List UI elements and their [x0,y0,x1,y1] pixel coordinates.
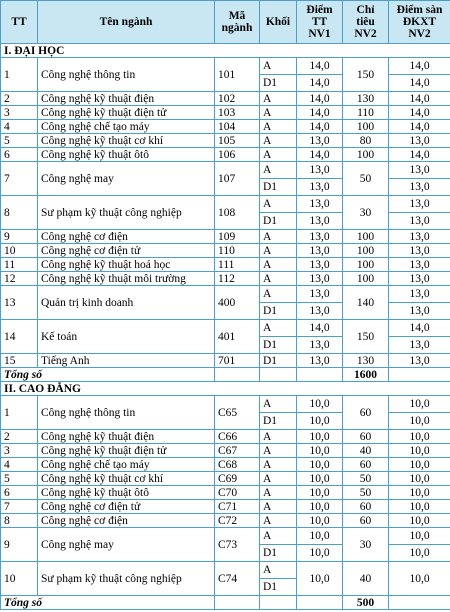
cell-score-floor: 13,0 [389,258,450,272]
header-score-tt: Điểm TT NV1 [297,1,343,44]
cell-major-name: Công nghệ cơ điện [38,514,215,528]
header-name: Tên ngành [38,1,215,44]
cell-block: A [260,258,297,272]
cell-score-tt: 10,0 [297,396,343,413]
cell-major-name: Kế toán [38,320,215,354]
cell-tt: 14 [1,320,38,354]
table-row [1,472,450,486]
cell-block: D1 [260,545,297,562]
cell-block: A [260,444,297,458]
cell-tt: 12 [1,272,38,286]
cell-score-floor: 13,0 [389,162,450,179]
cell-major-code: 701 [215,354,260,368]
cell-tt: 3 [1,106,38,120]
cell-score-floor: 10,0 [389,458,450,472]
section-row [1,382,450,396]
cell-major-name: Công nghệ kỹ thuật ôtô [38,486,215,500]
cell-tt: 10 [1,244,38,258]
cell-tt: 3 [1,444,38,458]
total-row [1,596,450,610]
cell-major-name: Công nghệ kỹ thuật điện [38,430,215,444]
cell-major-code: 401 [215,320,260,354]
cell-score-floor: 13,0 [389,179,450,196]
cell-tt: 5 [1,134,38,148]
cell-quota: 130 [343,354,389,368]
cell-score-tt: 10,0 [297,413,343,430]
cell-major-name: Công nghệ kỹ thuật cơ khí [38,472,215,486]
table-row [1,92,450,106]
cell-block: A [260,430,297,444]
cell-major-code: C72 [215,514,260,528]
cell-tt: 7 [1,500,38,514]
cell-score-tt: 14,0 [297,106,343,120]
cell-quota: 30 [343,196,389,230]
cell-block: A [260,148,297,162]
cell-score-tt: 13,0 [297,213,343,230]
cell-score-floor: 14,0 [389,120,450,134]
table-row [1,396,450,413]
section-row [1,44,450,58]
cell-major-code: C65 [215,396,260,430]
cell-tt: 6 [1,486,38,500]
cell-major-name: Sư phạm kỹ thuật công nghiệp [38,196,215,230]
cell-major-code: C73 [215,528,260,562]
table-row [1,286,450,303]
table-row [1,196,450,213]
cell-score-tt: 13,0 [297,134,343,148]
cell-major-name: Công nghệ cơ điện tử [38,244,215,258]
cell-major-code: 102 [215,92,260,106]
cell-score-tt: 14,0 [297,320,343,337]
cell-major-code: 103 [215,106,260,120]
total-value: 1600 [343,368,389,382]
table-row [1,120,450,134]
cell-block: A [260,58,297,75]
cell-major-name: Công nghệ thông tin [38,396,215,430]
cell-major-code: 105 [215,134,260,148]
cell-score-floor: 14,0 [389,320,450,337]
cell-major-name: Quản trị kinh doanh [38,286,215,320]
cell-major-code: C71 [215,500,260,514]
cell-score-floor: 13,0 [389,196,450,213]
cell-score-floor: 13,0 [389,337,450,354]
cell-tt: 8 [1,514,38,528]
cell-score-tt: 10,0 [297,486,343,500]
section-title: II. CAO ĐẲNG [1,382,450,396]
cell-block: D1 [260,179,297,196]
cell-score-floor: 10,0 [389,472,450,486]
table-row [1,230,450,244]
cell-quota: 100 [343,272,389,286]
cell-score-floor: 10,0 [389,486,450,500]
table-row [1,562,450,579]
cell-score-tt: 10,0 [297,430,343,444]
cell-major-code: 111 [215,258,260,272]
cell-score-tt: 14,0 [297,92,343,106]
cell-quota: 150 [343,320,389,354]
cell-block: A [260,106,297,120]
cell-tt: 9 [1,528,38,562]
cell-score-tt: 10,0 [297,545,343,562]
cell-quota: 60 [343,458,389,472]
cell-major-name: Công nghệ kỹ thuật ôtô [38,148,215,162]
cell-score-tt: 14,0 [297,75,343,92]
cell-major-code: C66 [215,430,260,444]
cell-major-name: Công nghệ kỹ thuật điện [38,92,215,106]
cell-tt: 13 [1,286,38,320]
cell-major-code: 101 [215,58,260,92]
cell-block: D1 [260,75,297,92]
empty-cell [260,368,297,382]
cell-score-tt: 13,0 [297,230,343,244]
cell-major-name: Công nghệ cơ điện [38,230,215,244]
cell-quota: 60 [343,514,389,528]
table-body [1,44,450,610]
cell-quota: 100 [343,244,389,258]
cell-major-name: Công nghệ kỹ thuật cơ khí [38,134,215,148]
cell-score-tt: 13,0 [297,258,343,272]
cell-tt: 7 [1,162,38,196]
table-row [1,148,450,162]
cell-score-floor: 10,0 [389,528,450,545]
cell-score-tt: 10,0 [297,514,343,528]
table-row [1,514,450,528]
cell-score-tt: 13,0 [297,337,343,354]
header-block: Khối [260,1,297,44]
cell-score-tt: 13,0 [297,286,343,303]
cell-block: A [260,562,297,579]
cell-score-floor: 14,0 [389,106,450,120]
cell-major-code: 112 [215,272,260,286]
cell-tt: 15 [1,354,38,368]
cell-block: A [260,244,297,258]
cell-score-tt: 13,0 [297,162,343,179]
cell-score-floor: 13,0 [389,303,450,320]
cell-major-code: 109 [215,230,260,244]
cell-block: A [260,320,297,337]
cell-quota: 100 [343,258,389,272]
cell-block: A [260,196,297,213]
header-score-floor: Điểm sàn ĐKXT NV2 [389,1,450,44]
cell-block: D1 [260,354,297,368]
total-row [1,368,450,382]
cell-score-floor: 10,0 [389,514,450,528]
total-label: Tổng số [1,596,215,610]
cell-score-floor: 10,0 [389,562,450,596]
cell-block: A [260,472,297,486]
cell-major-name: Công nghệ may [38,528,215,562]
table-row [1,134,450,148]
cell-major-name: Công nghệ may [38,162,215,196]
cell-quota: 130 [343,92,389,106]
cell-tt: 4 [1,458,38,472]
cell-quota: 110 [343,106,389,120]
cell-block: D1 [260,303,297,320]
empty-cell [297,368,343,382]
section-title: I. ĐẠI HỌC [1,44,450,58]
cell-block: D1 [260,579,297,596]
cell-block: A [260,486,297,500]
cell-score-tt: 10,0 [297,458,343,472]
table-row [1,486,450,500]
cell-block: A [260,396,297,413]
cell-major-name: Công nghệ thông tin [38,58,215,92]
table-row [1,244,450,258]
cell-score-floor: 14,0 [389,58,450,75]
cell-major-code: 104 [215,120,260,134]
cell-score-floor: 13,0 [389,230,450,244]
empty-cell [215,596,260,610]
cell-score-tt: 13,0 [297,272,343,286]
cell-score-floor: 10,0 [389,444,450,458]
empty-cell [297,596,343,610]
cell-score-tt: 14,0 [297,148,343,162]
cell-major-code: 108 [215,196,260,230]
cell-score-floor: 10,0 [389,396,450,413]
header-quota: Chỉ tiêu NV2 [343,1,389,44]
cell-block: A [260,162,297,179]
cell-quota: 60 [343,500,389,514]
cell-major-code: 107 [215,162,260,196]
cell-major-code: C67 [215,444,260,458]
cell-major-name: Công nghệ kỹ thuật điện tử [38,444,215,458]
table-row [1,320,450,337]
total-value: 500 [343,596,389,610]
empty-cell [389,368,450,382]
table-row [1,458,450,472]
cell-quota: 150 [343,58,389,92]
cell-tt: 9 [1,230,38,244]
cell-tt: 10 [1,562,38,596]
cell-quota: 80 [343,134,389,148]
cell-major-code: 110 [215,244,260,258]
cell-score-floor: 14,0 [389,92,450,106]
cell-score-tt: 13,0 [297,244,343,258]
cell-block: D1 [260,413,297,430]
empty-cell [260,596,297,610]
header-tt: TT [1,1,38,44]
table-row [1,354,450,368]
cell-score-tt: 10,0 [297,528,343,545]
table-row [1,444,450,458]
cell-quota: 60 [343,396,389,430]
cell-score-tt: 10,0 [297,562,343,596]
cell-score-floor: 13,0 [389,354,450,368]
cell-major-code: C70 [215,486,260,500]
cell-score-floor: 13,0 [389,272,450,286]
cell-quota: 50 [343,162,389,196]
cell-block: A [260,134,297,148]
cell-tt: 4 [1,120,38,134]
cell-quota: 50 [343,486,389,500]
cell-score-floor: 13,0 [389,213,450,230]
cell-major-name: Công nghệ kỹ thuật môi trường [38,272,215,286]
cell-major-code: C68 [215,458,260,472]
cell-score-floor: 10,0 [389,413,450,430]
cell-major-name: Công nghệ cơ điện tử [38,500,215,514]
empty-cell [215,368,260,382]
cell-block: A [260,514,297,528]
cell-score-tt: 10,0 [297,500,343,514]
header-code: Mã ngành [215,1,260,44]
empty-cell [389,596,450,610]
cell-score-floor: 14,0 [389,75,450,92]
total-label: Tổng số [1,368,215,382]
cell-block: A [260,286,297,303]
cell-score-tt: 10,0 [297,472,343,486]
cell-major-code: 106 [215,148,260,162]
cell-quota: 30 [343,528,389,562]
cell-quota: 50 [343,472,389,486]
cell-quota: 40 [343,562,389,596]
cell-quota: 100 [343,230,389,244]
cell-major-code: 400 [215,286,260,320]
table-row [1,58,450,75]
cell-block: D1 [260,337,297,354]
cell-block: A [260,458,297,472]
cell-major-name: Sư phạm kỹ thuật công nghiệp [38,562,215,596]
cell-tt: 8 [1,196,38,230]
table-row [1,272,450,286]
table-row [1,430,450,444]
cell-major-code: C69 [215,472,260,486]
cell-score-floor: 13,0 [389,134,450,148]
cell-tt: 1 [1,396,38,430]
cell-major-name: Công nghệ chế tạo máy [38,458,215,472]
cell-tt: 2 [1,92,38,106]
cell-major-code: C74 [215,562,260,596]
cell-quota: 100 [343,148,389,162]
cell-score-tt: 13,0 [297,196,343,213]
cell-score-floor: 13,0 [389,286,450,303]
cell-score-tt: 13,0 [297,354,343,368]
cell-tt: 2 [1,430,38,444]
table-row [1,258,450,272]
cell-block: A [260,528,297,545]
cell-tt: 11 [1,258,38,272]
cell-score-tt: 13,0 [297,303,343,320]
cell-major-name: Công nghệ kỹ thuật hoá học [38,258,215,272]
cell-score-tt: 14,0 [297,58,343,75]
cell-quota: 100 [343,120,389,134]
cell-tt: 6 [1,148,38,162]
cell-quota: 60 [343,430,389,444]
cell-score-floor: 13,0 [389,244,450,258]
cell-block: D1 [260,213,297,230]
cell-score-tt: 10,0 [297,444,343,458]
cell-score-floor: 10,0 [389,430,450,444]
cell-score-floor: 10,0 [389,545,450,562]
table-row [1,528,450,545]
cell-score-tt: 13,0 [297,179,343,196]
cell-block: A [260,120,297,134]
cell-tt: 5 [1,472,38,486]
cell-score-floor: 14,0 [389,148,450,162]
cell-block: A [260,92,297,106]
table-row [1,500,450,514]
cell-score-tt: 14,0 [297,120,343,134]
table-row [1,162,450,179]
cell-quota: 40 [343,444,389,458]
cell-tt: 1 [1,58,38,92]
cell-score-floor: 10,0 [389,500,450,514]
table-row [1,106,450,120]
cell-major-name: Công nghệ chế tạo máy [38,120,215,134]
cell-major-name: Công nghệ kỹ thuật điện tử [38,106,215,120]
cell-quota: 140 [343,286,389,320]
cell-block: A [260,500,297,514]
cell-block: A [260,272,297,286]
cell-block: A [260,230,297,244]
cell-major-name: Tiếng Anh [38,354,215,368]
